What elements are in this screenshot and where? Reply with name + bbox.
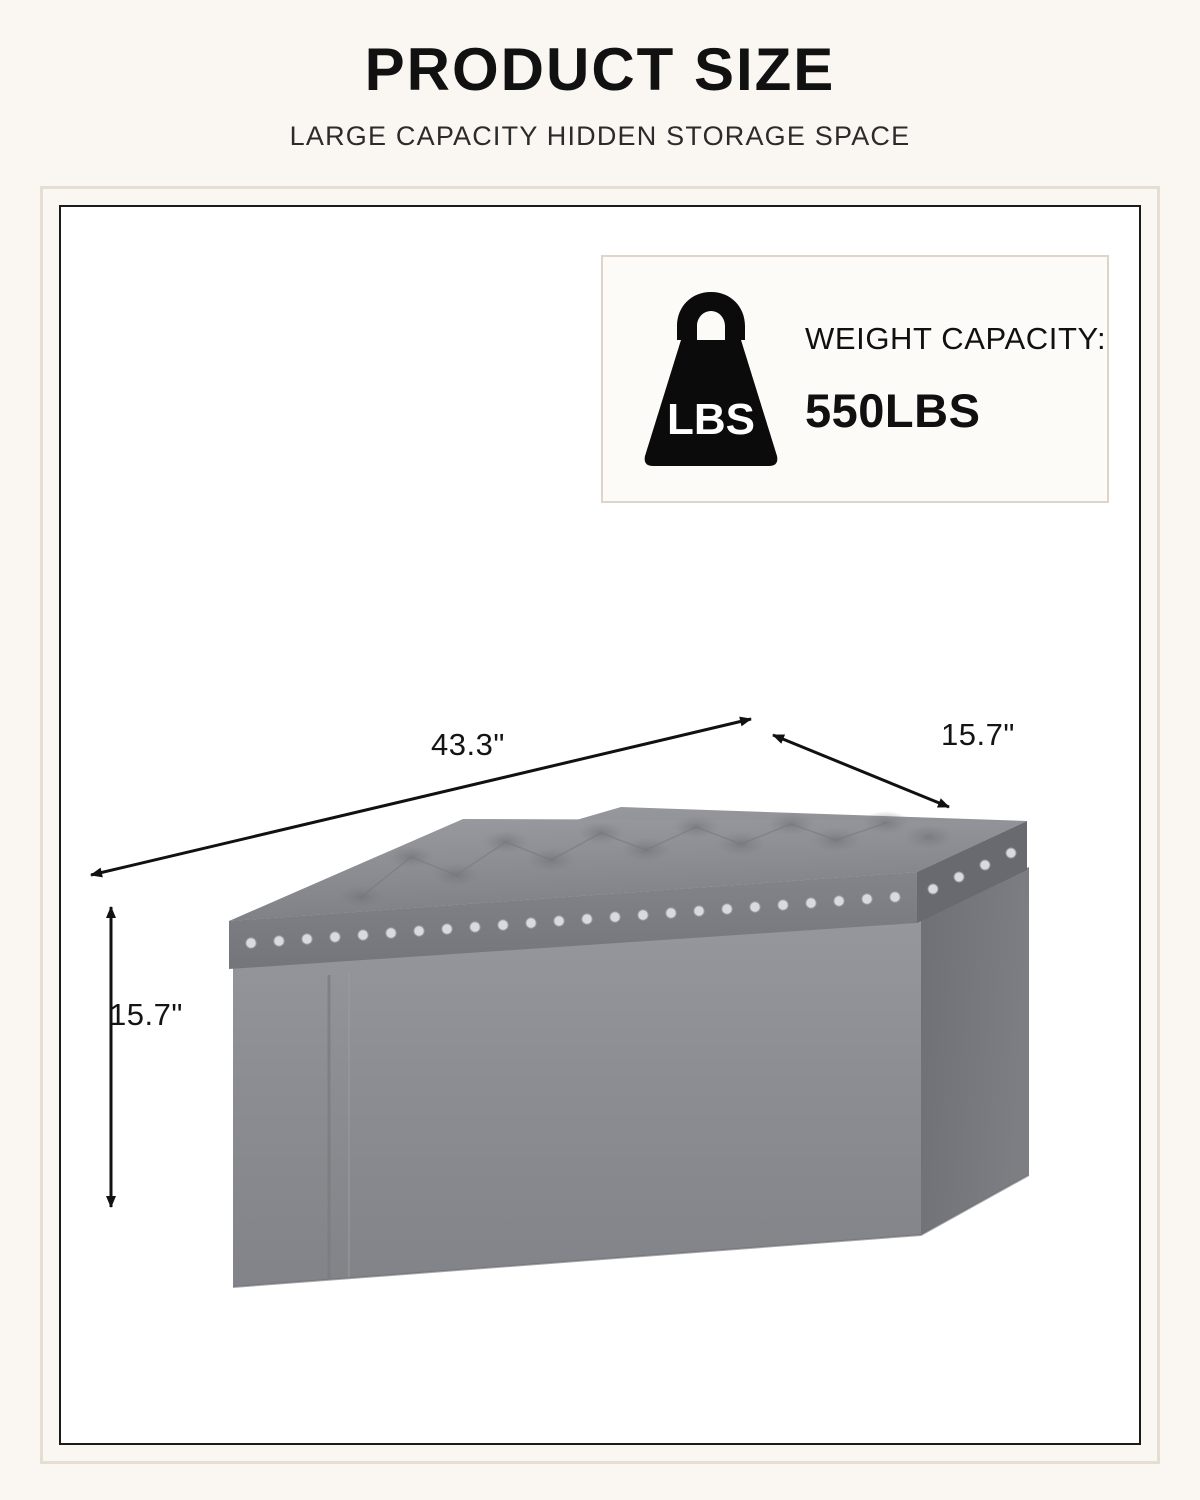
product-illustration: [61, 207, 1141, 1445]
weight-capacity-label: WEIGHT CAPACITY:: [805, 320, 1107, 356]
content-panel: [40, 186, 1160, 1464]
content-panel-inner: [59, 205, 1141, 1445]
weight-capacity-value: 550LBS: [805, 383, 981, 437]
page-title: PRODUCT SIZE: [364, 36, 836, 103]
dimension-label-depth: 15.7": [941, 717, 1015, 752]
header: [0, 0, 1200, 152]
dimension-label-height: 15.7": [109, 997, 183, 1032]
page-subtitle: LARGE CAPACITY HIDDEN STORAGE SPACE: [289, 121, 911, 151]
weight-icon-text: LBS: [667, 395, 755, 444]
dimension-label-width: 43.3": [431, 727, 505, 762]
